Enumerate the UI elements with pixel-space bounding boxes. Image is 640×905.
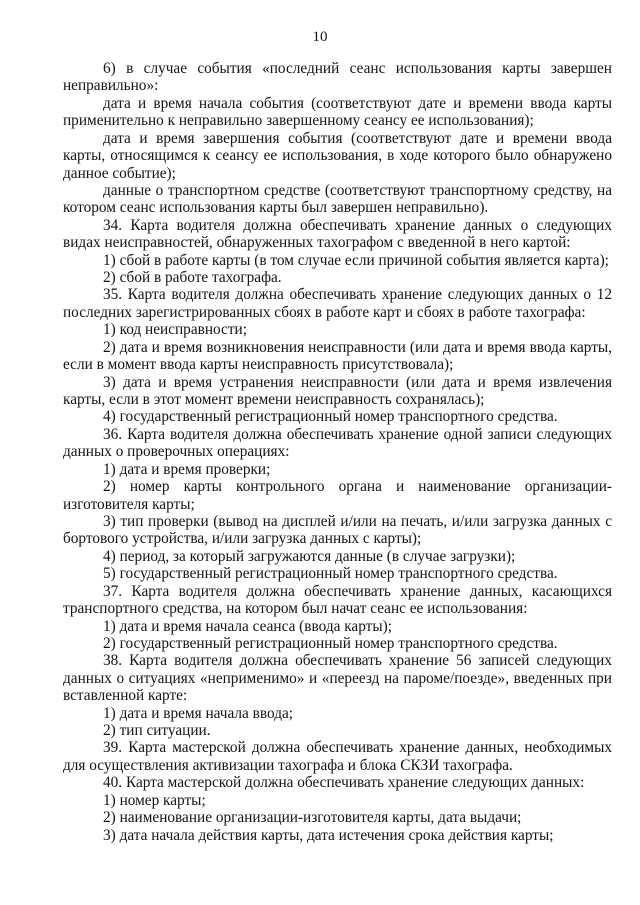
paragraph: 4) период, за который загружаются данные (в случае загрузки);	[103, 547, 516, 565]
paragraph: 39. Карта мастерской должна обеспечивать хранение данных, необходимых для осуществления активизации тахографа и блока СКЗИ тахографа.	[63, 739, 612, 774]
paragraph: 3) дата и время устранения неисправности (или дата и время извлечения карты, если в этот момент времени неисправность сохранялась);	[63, 373, 612, 409]
paragraph: 2) дата и время возникновения неисправности (или дата и время ввода карты, если в момент ввода карты неисправность присутствовала);	[63, 338, 612, 374]
paragraph: 1) сбой в работе карты (в том случае если причиной события является карта);	[103, 251, 609, 269]
paragraph: 37. Карта водителя должна обеспечивать хранение данных, касающихся транспортного средства, на котором был начат сеанс ее использования:	[63, 582, 612, 618]
paragraph: 4) государственный регистрационный номер транспортного средства.	[103, 408, 558, 426]
paragraph: 2) государственный регистрационный номер транспортного средства.	[103, 634, 558, 652]
paragraph: 1) дата и время начала ввода;	[103, 704, 294, 722]
page-number: 10	[312, 29, 328, 45]
paragraph: 3) тип проверки (вывод на дисплей и/или на печать, и/или загрузка данных с бортового устройства, и/или загрузка данных с карты);	[63, 512, 612, 548]
paragraph: 6) в случае события «последний сеанс использования карты завершен неправильно»:	[63, 60, 612, 95]
paragraph: 35. Карта водителя должна обеспечивать хранение следующих данных о 12 последних зарегистрированных сбоях в работе карт и сбоях в работе тахографа:	[63, 286, 612, 321]
paragraph: дата и время завершения события (соответствуют дате и времени ввода карты, относящимся к сеансу ее использования, в ходе которого было обнаружено данное событие);	[63, 129, 612, 182]
paragraph: 38. Карта водителя должна обеспечивать хранение 56 записей следующих данных о ситуациях «неприменимо» и «переезд на пароме/поезде», введенных при вставленной карте:	[63, 652, 612, 705]
paragraph: 1) код неисправности;	[103, 321, 247, 339]
paragraph: 5) государственный регистрационный номер транспортного средства.	[103, 565, 558, 583]
document-body	[63, 60, 612, 844]
paragraph: 1) дата и время начала сеанса (ввода карты);	[103, 617, 392, 635]
paragraph: дата и время начала события (соответствуют дате и времени ввода карты применительно к неправильно завершенному сеансу ее использования);	[63, 94, 612, 130]
paragraph: 2) наименование организации-изготовителя карты, дата выдачи;	[103, 809, 522, 827]
paragraph: 40. Карта мастерской должна обеспечивать хранение следующих данных:	[103, 774, 585, 792]
paragraph: 2) сбой в работе тахографа.	[103, 269, 282, 287]
paragraph: данные о транспортном средстве (соответствуют транспортному средству, на котором сеанс использования карты был завершен неправильно).	[63, 181, 612, 217]
paragraph: 3) дата начала действия карты, дата истечения срока действия карты;	[103, 826, 554, 844]
paragraph: 1) дата и время проверки;	[103, 460, 271, 478]
paragraph: 34. Карта водителя должна обеспечивать хранение данных о следующих видах неисправностей, обнаруженных тахографом с введенной в него картой:	[63, 216, 612, 252]
paragraph: 36. Карта водителя должна обеспечивать хранение одной записи следующих данных о проверочных операциях:	[63, 425, 612, 461]
paragraph: 1) номер карты;	[103, 791, 206, 809]
paragraph: 2) тип ситуации.	[103, 722, 211, 740]
paragraph: 2) номер карты контрольного органа и наименование организации-изготовителя карты;	[63, 478, 612, 513]
